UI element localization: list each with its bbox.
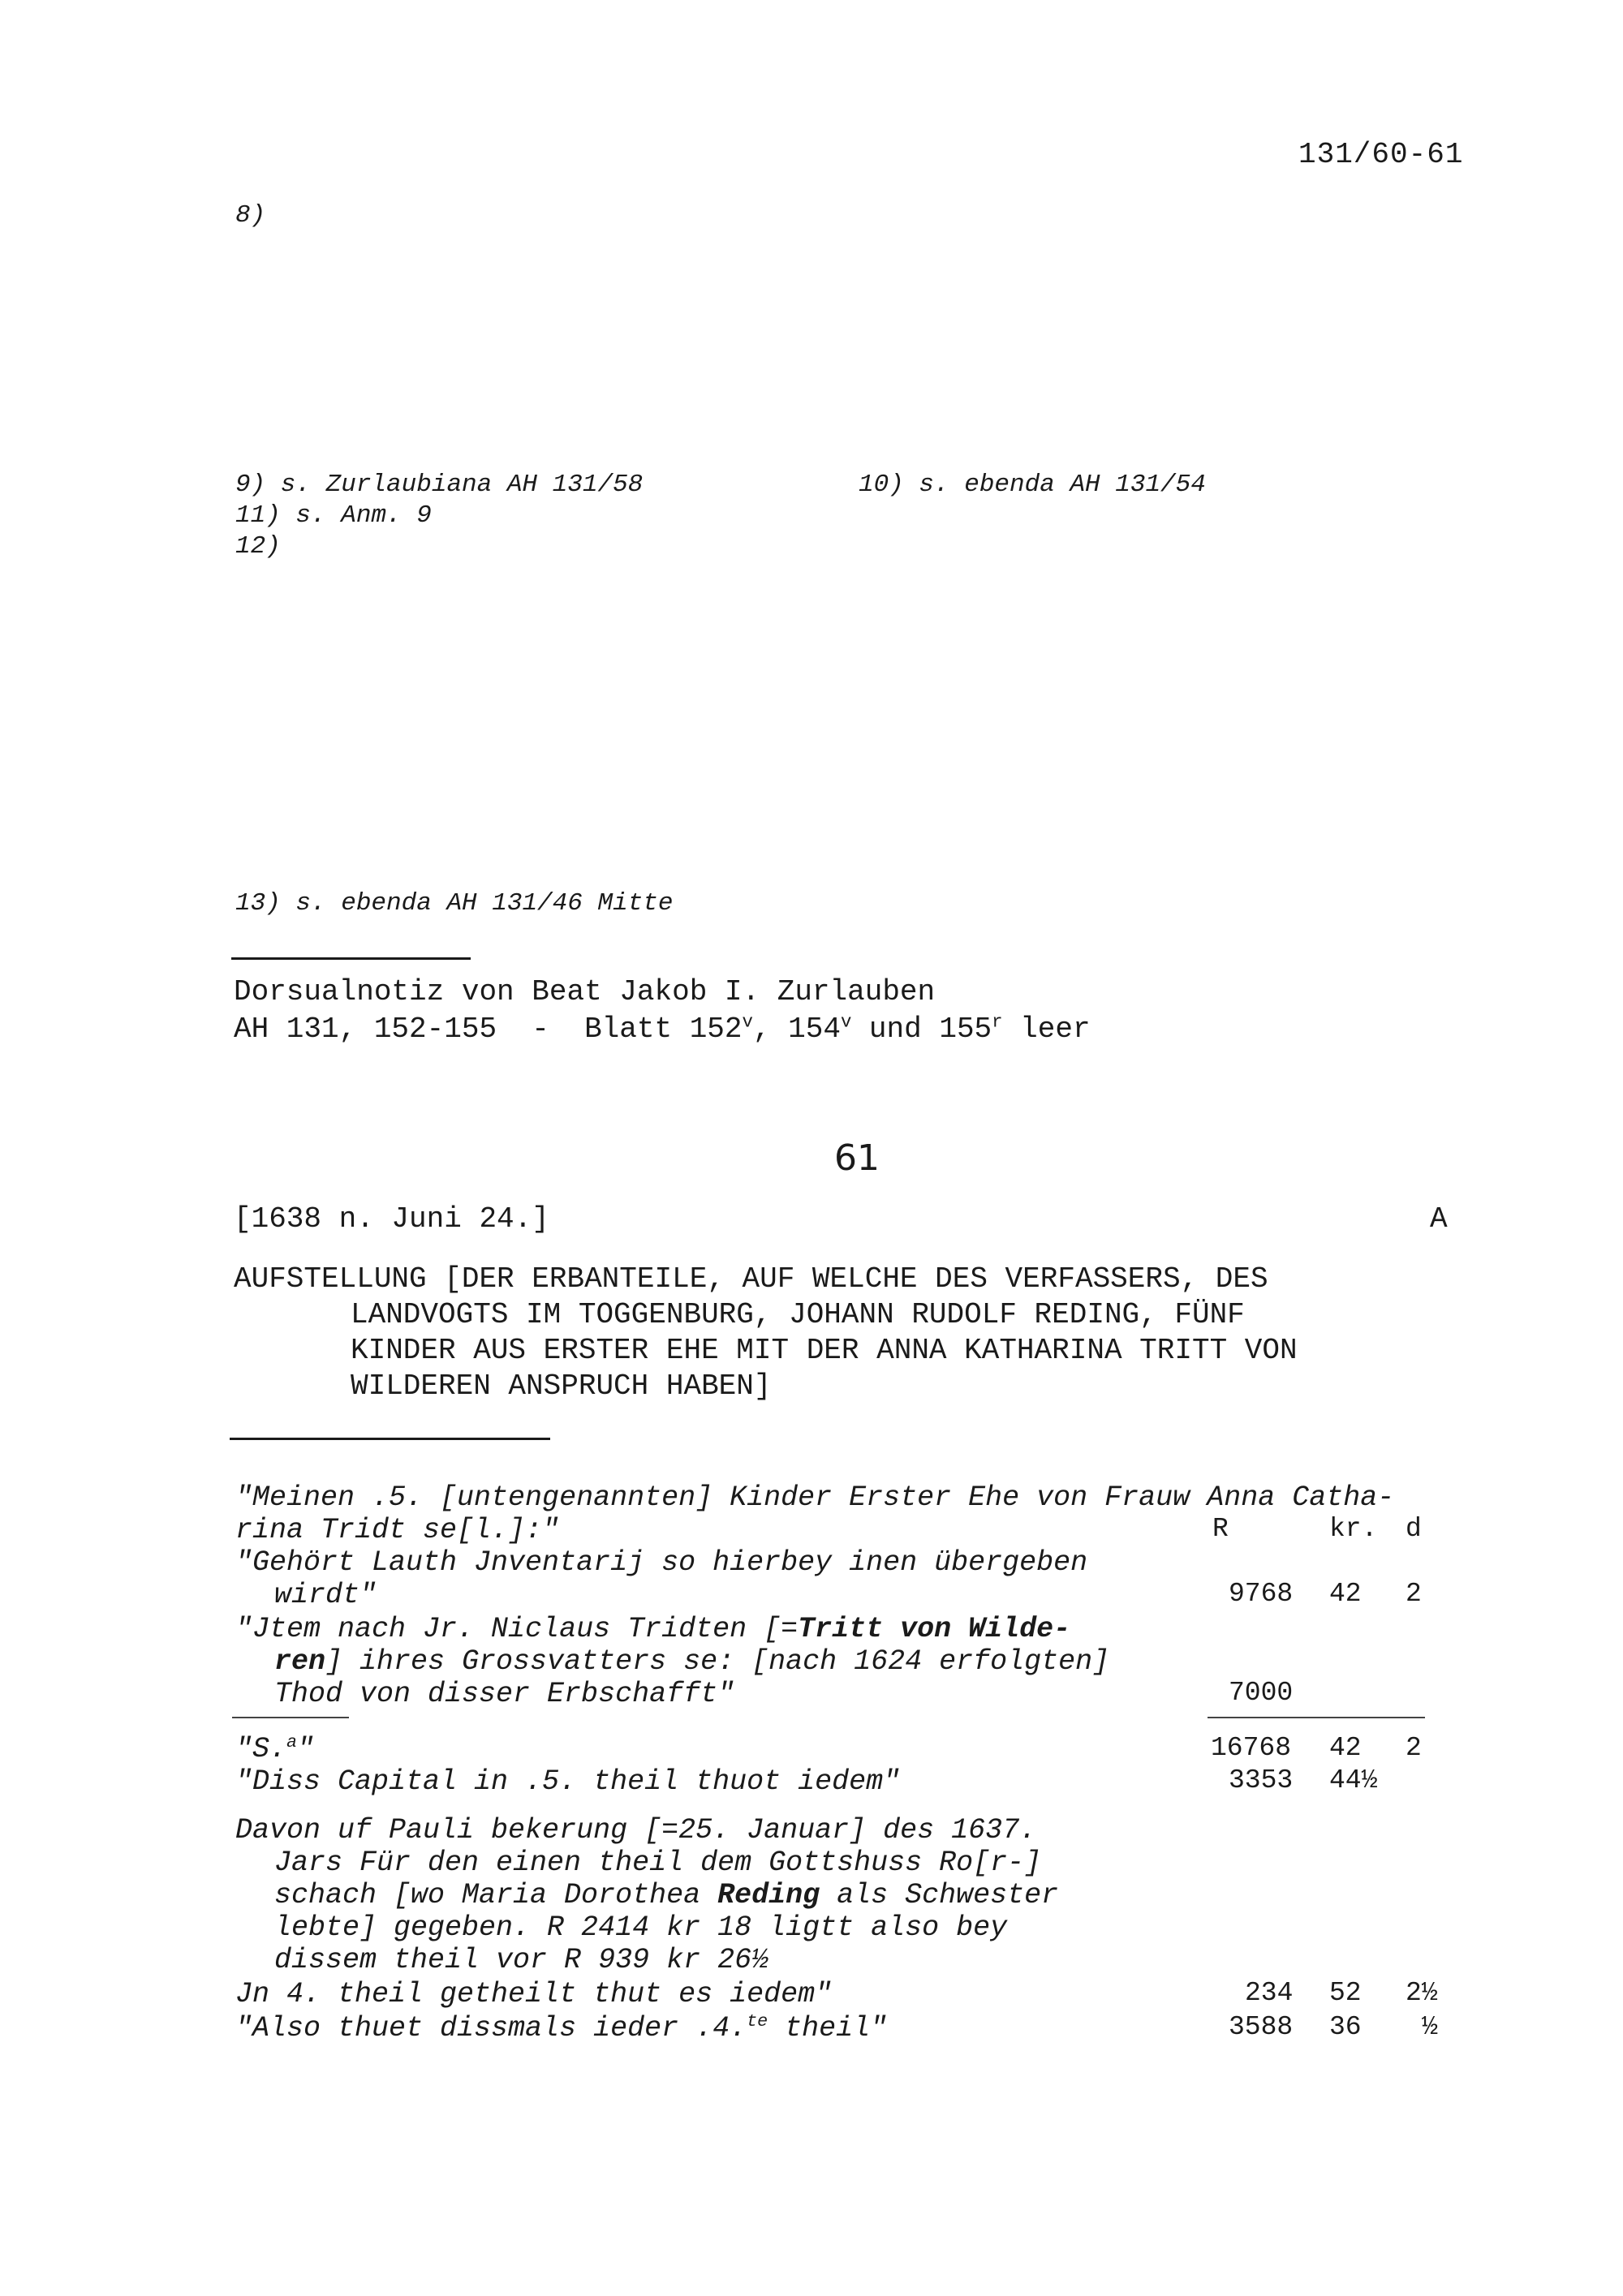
edition-intro-line-1: "Meinen .5. [untengenannten] Kinder Erster Ehe von Frauw Anna Catha-: [235, 1481, 1395, 1514]
sum-d: 2: [1406, 1733, 1422, 1763]
column-header-R: R: [1212, 1514, 1229, 1544]
davon-line-4: lebte] gegeben. R 2414 kr 18 ligtt also bey: [274, 1911, 1008, 1944]
davon-line-5: dissem theil vor R 939 kr 26½: [274, 1944, 769, 1976]
regest-line-2: LANDVOGTS IM TOGGENBURG, JOHANN RUDOLF REDING, FÜNF: [351, 1298, 1245, 1331]
row1-text-a: "Gehört Lauth Jnventarij so hierbey inen übergeben: [235, 1546, 1088, 1579]
also-d: ½: [1422, 2012, 1438, 2042]
footnote-separator: [231, 957, 471, 960]
regest-line-1: AUFSTELLUNG [DER ERBANTEILE, AUF WELCHE DES VERFASSERS, DES: [234, 1262, 1268, 1296]
davon-line-3: schach [wo Maria Dorothea Reding als Schwester: [274, 1879, 1059, 1911]
document-number: 61: [834, 1137, 880, 1179]
also-label: "Also thuet dissmals ieder .4.$^{te}$ theil": [235, 2011, 888, 2044]
jn4-kr: 52: [1329, 1978, 1362, 2008]
jn4-d: 2½: [1406, 1978, 1438, 2008]
footnote-13: 13) s. ebenda AH 131/46 Mitte: [235, 889, 674, 918]
dorsual-note-line-1: Dorsualnotiz von Beat Jakob I. Zurlauben: [234, 975, 936, 1008]
document-date: [1638 n. Juni 24.]: [234, 1202, 549, 1236]
row2-text-c: Thod von disser Erbschafft": [274, 1678, 735, 1710]
also-R: 3588: [1229, 2012, 1294, 2042]
jn4-label: Jn 4. theil getheilt thut es iedem": [235, 1978, 833, 2010]
sum-kr: 42: [1329, 1733, 1362, 1763]
row1-d: 2: [1406, 1579, 1422, 1609]
regest-separator: [230, 1438, 550, 1440]
edition-intro-line-2: rina Tridt se[l.]:": [235, 1514, 560, 1546]
row2-text-b: ren] ihres Grossvatters se: [nach 1624 erfolgten]: [274, 1645, 1110, 1678]
page-reference: 131/60-61: [1298, 138, 1464, 171]
row1-kr: 42: [1329, 1579, 1362, 1609]
dorsual-note-line-2: AH 131, 152-155 - Blatt 152$^v$, 154$^v$ und 155$^r$ leer: [234, 1011, 1091, 1046]
row2-R: 7000: [1229, 1678, 1294, 1708]
regest-line-4: WILDEREN ANSPRUCH HABEN]: [351, 1369, 772, 1403]
row2-text-a: "Jtem nach Jr. Niclaus Tridten [=Tritt von Wilde-: [235, 1613, 1071, 1645]
sum-label: "S.$^a$": [235, 1732, 315, 1765]
jn4-R: 234: [1245, 1978, 1294, 2008]
left-sum-rule: [232, 1717, 349, 1718]
division-R: 3353: [1229, 1765, 1294, 1795]
davon-line-2: Jars Für den einen theil dem Gottshuss Ro[r-]: [274, 1847, 1042, 1879]
column-header-kr: kr.: [1329, 1514, 1378, 1544]
regest-line-3: KINDER AUS ERSTER EHE MIT DER ANNA KATHARINA TRITT VON: [351, 1334, 1298, 1367]
row1-R: 9768: [1229, 1579, 1294, 1609]
also-kr: 36: [1329, 2012, 1362, 2042]
sum-R: 16768: [1211, 1733, 1292, 1763]
footnote-10: 10) s. ebenda AH 131/54: [859, 471, 1206, 499]
footnote-11: 11) s. Anm. 9: [235, 501, 432, 530]
division-label: "Diss Capital in .5. theil thuot iedem": [235, 1765, 901, 1798]
column-header-d: d: [1406, 1514, 1422, 1544]
footnote-12: 12): [235, 532, 281, 561]
document-type: A: [1430, 1202, 1448, 1236]
division-kr: 44½: [1329, 1765, 1378, 1795]
row1-text-b: wirdt": [274, 1579, 377, 1611]
davon-line-1: Davon uf Pauli bekerung [=25. Januar] des 1637.: [235, 1814, 1037, 1847]
footnote-8: 8): [235, 201, 266, 230]
sum-rule: [1208, 1717, 1425, 1718]
footnote-9: 9) s. Zurlaubiana AH 131/58: [235, 471, 644, 499]
